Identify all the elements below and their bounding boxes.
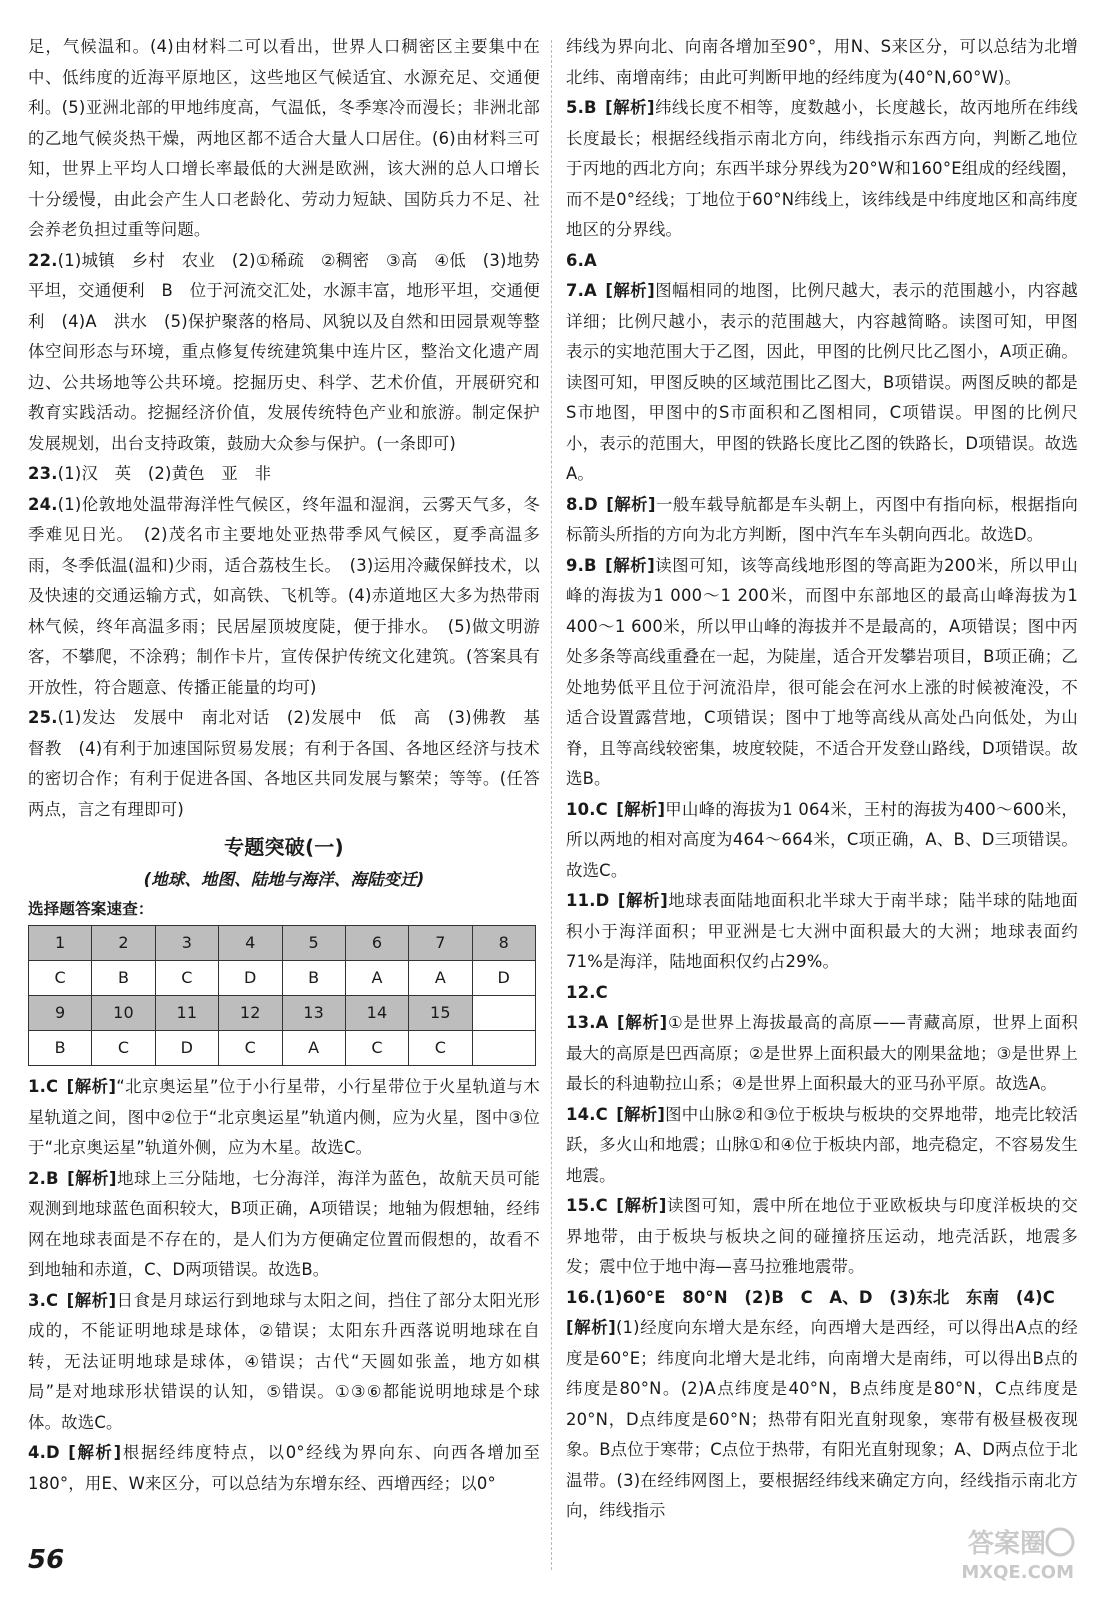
answer-table-answer-row	[29, 961, 536, 996]
explanation-text: “北京奥运星”位于小行星带，小行星带位于火星轨道与木星轨道之间，图中②位于“北京奥运星”轨道内侧，应为火星，图中③位于“北京奥运星”轨道外侧，应为木星。故选C。	[28, 1077, 540, 1157]
explanation-item	[566, 1008, 1078, 1100]
explanation-item	[566, 246, 1078, 277]
answer-text: (1)汉 英 (2)黄色 亚 非	[57, 464, 272, 483]
watermark-circle-icon	[1047, 1529, 1073, 1555]
q16-analysis-text: (1)经度向东增大是东经，向西增大是西经，可以得出A点的经度是60°E；纬度向北增大是北纬，向南增大是南纬，可以得出B点的纬度是80°N。(2)A点纬度是40°N，B点纬度是80°N，C点纬度是20°N，D点纬度是60°N；热带有阳光直射现象，寒带有极昼极夜现象。B点位于寒带；C点位于热带，有阳光直射现象；A、D两点位于北温带。(3)在经纬网图上，要根据经纬线来确定方向，经线指示南北方向，纬线指示	[566, 1318, 1078, 1520]
explanation-item	[28, 1164, 540, 1286]
question-number: 7.	[566, 281, 585, 300]
question-answer: C	[595, 982, 608, 1002]
answer-table-answer-cell: C	[345, 1031, 408, 1066]
analysis-tag: [解析]	[605, 555, 655, 575]
question-number: 13.	[566, 1013, 596, 1032]
explanation-item	[566, 1100, 1078, 1192]
answer-table-answer-cell: A	[345, 961, 408, 996]
analysis-tag: [解析]	[616, 1013, 668, 1032]
explanation-text: 日食是月球运行到地球与太阳之间，挡住了部分太阳光形成的，不能证明地球是球体，②错误；太阳东升西落说明地球在自转，无法证明地球是球体，④错误；古代“天圆如张盖，地方如棋局”是对地球形状错误的认知，⑤错误。①③⑥都能说明地球是个球体。故选C。	[28, 1290, 540, 1432]
analysis-tag: [解析]	[67, 1168, 117, 1188]
question-number: 1.	[28, 1077, 47, 1096]
column-divider	[551, 40, 552, 1570]
question-number: 2.	[28, 1168, 47, 1188]
answer-table-number-cell: 14	[345, 996, 408, 1031]
question-number: 9.	[566, 555, 585, 575]
explanation-item	[566, 276, 1078, 490]
answer-table-answer-cell: A	[282, 1031, 345, 1066]
section-subtitle: (地球、地图、陆地与海洋、海陆变迁)	[143, 870, 425, 889]
question-answer: C	[595, 1196, 608, 1215]
section-title: 专题突破(一)	[224, 835, 344, 859]
question-number: 3.	[28, 1290, 47, 1310]
question-answer: A	[584, 250, 597, 270]
question-number: 14.	[566, 1104, 596, 1124]
explanation-text: 根据经纬度特点，以0°经线为界向东、向西各增加至180°，用E、W来区分，可以总结为东增东经、西增西经；以0°	[28, 1443, 540, 1493]
question-answer: B	[46, 1168, 59, 1188]
analysis-tag: [解析]	[616, 799, 666, 819]
answer-table-answer-cell: A	[409, 961, 472, 996]
question-answer: C	[46, 1290, 59, 1310]
question-answer: C	[46, 1077, 59, 1096]
answer-table-number-cell: 3	[155, 926, 218, 961]
answer-table-number-cell: 9	[29, 996, 92, 1031]
question-answer: D	[595, 891, 610, 910]
answer-table-answer-cell: B	[92, 961, 155, 996]
question-answer: D	[46, 1443, 60, 1462]
answer-table-answer-row	[29, 1031, 536, 1066]
answer-table-answer-cell: C	[219, 1031, 282, 1066]
explanation-item	[566, 978, 1078, 1009]
answer-table-answer-cell	[472, 1031, 535, 1066]
explanation-item	[566, 1191, 1078, 1283]
explanation-item	[28, 1286, 540, 1439]
explanation-text: 一般车载导航都是车头朝上，丙图中有指向标，根据指向标箭头所指的方向为北方判断，图中汽车车头朝向西北。故选D。	[566, 494, 1078, 544]
quick-answer-label: 选择题答案速查：	[28, 900, 154, 918]
answer-table-answer-cell: D	[472, 961, 535, 996]
answer-table-answer-cell: D	[219, 961, 282, 996]
analysis-tag: [解析]	[66, 1077, 117, 1096]
answer-table-number-row	[29, 996, 536, 1031]
left-answers-list	[28, 246, 540, 826]
answer-table-answer-cell: C	[92, 1031, 155, 1066]
answer-table-number-cell: 8	[472, 926, 535, 961]
answer-table-answer-cell: C	[409, 1031, 472, 1066]
analysis-tag: [解析]	[605, 281, 655, 300]
analysis-tag: [解析]	[606, 494, 656, 514]
explanation-item	[566, 1283, 1078, 1314]
question-number: 5.	[566, 98, 585, 117]
explanation-item	[566, 93, 1078, 246]
answer-table-answer-cell: C	[155, 961, 218, 996]
answer-table-answer-cell: C	[29, 961, 92, 996]
answer-number: 23.	[28, 464, 58, 483]
page-number: 56	[28, 1545, 65, 1575]
answer-text: (1)发达 发展中 南北对话 (2)发展中 低 高 (3)佛教 基督教 (4)有利于加速国际贸易发展；有利于各国、各地区经济与技术的密切合作；有利于促进各国、各地区共同发展与繁荣；等等。(任答两点，言之有理即可)	[28, 708, 540, 819]
question-answer: C	[595, 799, 608, 819]
watermark-text-url: MXQE.COM	[961, 1562, 1074, 1583]
analysis-tag: [解析]	[566, 1318, 616, 1337]
question-answer: B	[584, 98, 597, 117]
question-number: 11.	[566, 891, 596, 910]
answer-table	[28, 925, 536, 1066]
answer-table-number-cell: 11	[155, 996, 218, 1031]
question-number: 12.	[566, 982, 596, 1002]
answer-number: 24.	[28, 494, 58, 514]
answer-table-number-cell: 5	[282, 926, 345, 961]
answer-number: 22.	[28, 250, 58, 270]
answer-item	[28, 490, 540, 704]
q16-analysis	[566, 1313, 1078, 1527]
question-number: 6.	[566, 250, 585, 270]
explanation-text: 图幅相同的地图，比例尺越大，表示的范围越小，内容越详细；比例尺越小，表示的范围越大，内容越简略。读图可知，甲图表示的实地范围大于乙图，因此，甲图的比例尺比乙图小，A项正确。读图可知，甲图反映的区域范围比乙图大，B项错误。两图反映的都是S市地图，甲图中的S市面积和乙图相同，C项错误。甲图的比例尺小，表示的范围大，甲图的铁路长度比乙图的铁路长，D项错误。故选A。	[566, 281, 1078, 483]
answer-table-number-cell: 10	[92, 996, 155, 1031]
explanation-item	[566, 886, 1078, 978]
explanation-text: 纬线长度不相等，度数越小，长度越长，故丙地所在纬线长度最长；根据经线指示南北方向，纬线指示东西方向，判断乙地位于丙地的西北方向；东西半球分界线为20°W和160°E组成的经线圈，而不是0°经线；丁地位于60°N纬线上，该纬线是中纬度地区和高纬度地区的分界线。	[566, 98, 1078, 239]
answer-table-number-cell	[472, 996, 535, 1031]
intro-paragraph: 足，气候温和。(4)由材料二可以看出，世界人口稠密区主要集中在中、低纬度的近海平原地区，这些地区气候适宜、水源充足、交通便利。(5)亚洲北部的甲地纬度高，气温低，冬季寒冷而漫长；非洲北部的乙地气候炎热干燥，两地区都不适合大量人口居住。(6)由材料三可知，世界上平均人口增长率最低的大洲是欧洲，该大洲的总人口增长十分缓慢，由此会产生人口老龄化、劳动力短缺、国防兵力不足、社会养老负担过重等问题。	[28, 37, 540, 239]
explanation-text: 读图可知，震中所在地位于亚欧板块与印度洋板块的交界地带，由于板块与板块之间的碰撞挤压运动，地壳活跃，地震多发；震中位于地中海—喜马拉雅地震带。	[566, 1196, 1078, 1276]
question-number: 16.	[566, 1287, 596, 1307]
answer-table-answer-cell: D	[155, 1031, 218, 1066]
answer-table-number-row	[29, 926, 536, 961]
explanation-text: 甲山峰的海拔为1 064米，王村的海拔为400～600米，所以两地的相对高度为464～664米，C项正确，A、B、D三项错误。故选C。	[566, 799, 1078, 880]
answer-item	[28, 246, 540, 460]
right-column	[566, 32, 1078, 1527]
answer-number: 25.	[28, 708, 58, 727]
answer-text: (1)伦敦地处温带海洋性气候区，终年温和湿润，云雾天气多，冬季难见日光。 (2)茂名市主要地处亚热带季风气候区，夏季高温多雨，冬季低温(温和)少雨，适合荔枝生长。 (3)运用冷藏保鲜技术，以及快速的交通运输方式，如高铁、飞机等。(4)赤道地区大多为热带雨林气候，终年高温多雨；民居屋顶坡度陡，便于排水。 (5)做文明游客，不攀爬，不涂鸦；制作卡片，宣传保护传统文化建筑。(答案具有开放性，符合题意、传播正能量的均可)	[28, 494, 540, 697]
analysis-tag: [解析]	[68, 1443, 122, 1462]
explanation-item	[566, 490, 1078, 551]
question-answer: (1)60°E 80°N (2)B C A、D (3)东北 东南 (4)C	[595, 1287, 1056, 1307]
continued-text: 纬线为界向北、向南各增加至90°，用N、S来区分，可以总结为北增北纬、南增南纬；由此可判断甲地的经纬度为(40°N,60°W)。	[566, 37, 1078, 87]
analysis-tag: [解析]	[66, 1290, 117, 1310]
analysis-tag: [解析]	[616, 1196, 667, 1215]
right-explanations-list	[566, 93, 1078, 1313]
answer-item	[28, 703, 540, 825]
explanation-text: 地球表面陆地面积北半球大于南半球；陆半球的陆地面积小于海洋面积；甲亚洲是七大洲中面积最大的大洲；地球表面约71%是海洋，陆地面积仅约占29%。	[566, 891, 1078, 971]
answer-table-number-cell: 6	[345, 926, 408, 961]
answer-table-number-cell: 13	[282, 996, 345, 1031]
watermark-logo	[928, 1522, 1078, 1584]
question-answer: C	[595, 1104, 608, 1124]
left-column	[28, 32, 540, 1499]
answer-table-number-cell: 4	[219, 926, 282, 961]
answer-text: (1)城镇 乡村 农业 (2)①稀疏 ②稠密 ③高 ④低 (3)地势平坦，交通便利 B 位于河流交汇处，水源丰富，地形平坦，交通便利 (4)A 洪水 (5)保护聚落的格局、风貌以及自然和田园景观等整体空间形态与环境，重点修复传统建筑集中连片区，整治文化遗产周边、公共场地等公共环境。挖掘历史、科学、艺术价值，开展研究和教育实践活动。挖掘经济价值，发展传统特色产业和旅游。制定保护发展规划，出台支持政策，鼓励大众参与保护。(一条即可)	[28, 250, 540, 453]
question-number: 15.	[566, 1196, 596, 1215]
explanation-text: 地球上三分陆地，七分海洋，海洋为蓝色，故航天员可能观测到地球蓝色面积较大，B项正确，A项错误；地轴为假想轴，经纬网在地球表面是不存在的，是人们为方便确定位置而假想的，故看不到地轴和赤道，C、D两项错误。故选B。	[28, 1168, 540, 1279]
answer-table-number-cell: 2	[92, 926, 155, 961]
question-answer: D	[584, 494, 598, 514]
question-answer: A	[584, 281, 597, 300]
explanation-item	[28, 1438, 540, 1499]
answer-table-number-cell: 12	[219, 996, 282, 1031]
explanation-item	[28, 1072, 540, 1164]
question-number: 8.	[566, 494, 585, 514]
explanation-item	[566, 551, 1078, 795]
answer-table-number-cell: 7	[409, 926, 472, 961]
answer-item	[28, 459, 540, 490]
answer-table-number-cell: 1	[29, 926, 92, 961]
analysis-tag: [解析]	[605, 98, 655, 117]
question-number: 10.	[566, 799, 596, 819]
left-explanations-list	[28, 1072, 540, 1499]
answer-table-answer-cell: B	[282, 961, 345, 996]
answer-table-answer-cell: B	[29, 1031, 92, 1066]
analysis-tag: [解析]	[616, 1104, 666, 1124]
question-answer: B	[584, 555, 597, 575]
watermark-text-cn: 答案圈	[967, 1529, 1046, 1559]
explanation-text: ①是世界上海拔最高的高原——青藏高原，世界上面积最大的高原是巴西高原；②是世界上面积最大的刚果盆地；③是世界上最长的科迪勒拉山系；④是世界上面积最大的亚马孙平原。故选A。	[566, 1013, 1078, 1093]
explanation-text: 图中山脉②和③位于板块与板块的交界地带，地壳比较活跃，多火山和地震；山脉①和④位于板块内部，地壳稳定，不容易发生地震。	[566, 1104, 1078, 1185]
question-number: 4.	[28, 1443, 47, 1462]
analysis-tag: [解析]	[617, 891, 668, 910]
answer-table-number-cell: 15	[409, 996, 472, 1031]
explanation-item	[566, 795, 1078, 887]
question-answer: A	[595, 1013, 609, 1032]
explanation-text: 读图可知，该等高线地形图的等高距为200米，所以甲山峰的海拔为1 000～1 200米，而图中东部地区的最高山峰海拔为1 400～1 600米，所以甲山峰的海拔并不是最高的，A项错误；图中丙处多条等高线重叠在一起，为陡崖，适合开发攀岩项目，B项正确；乙处地势低平且位于河流沿岸，很可能会在河水上涨的时候被淹没，不适合设置露营地，C项错误；图中丁地等高线从高处凸向低处，为山脊，且等高线较密集，坡度较陡，不适合开发登山路线，D项错误。故选B。	[566, 555, 1078, 788]
